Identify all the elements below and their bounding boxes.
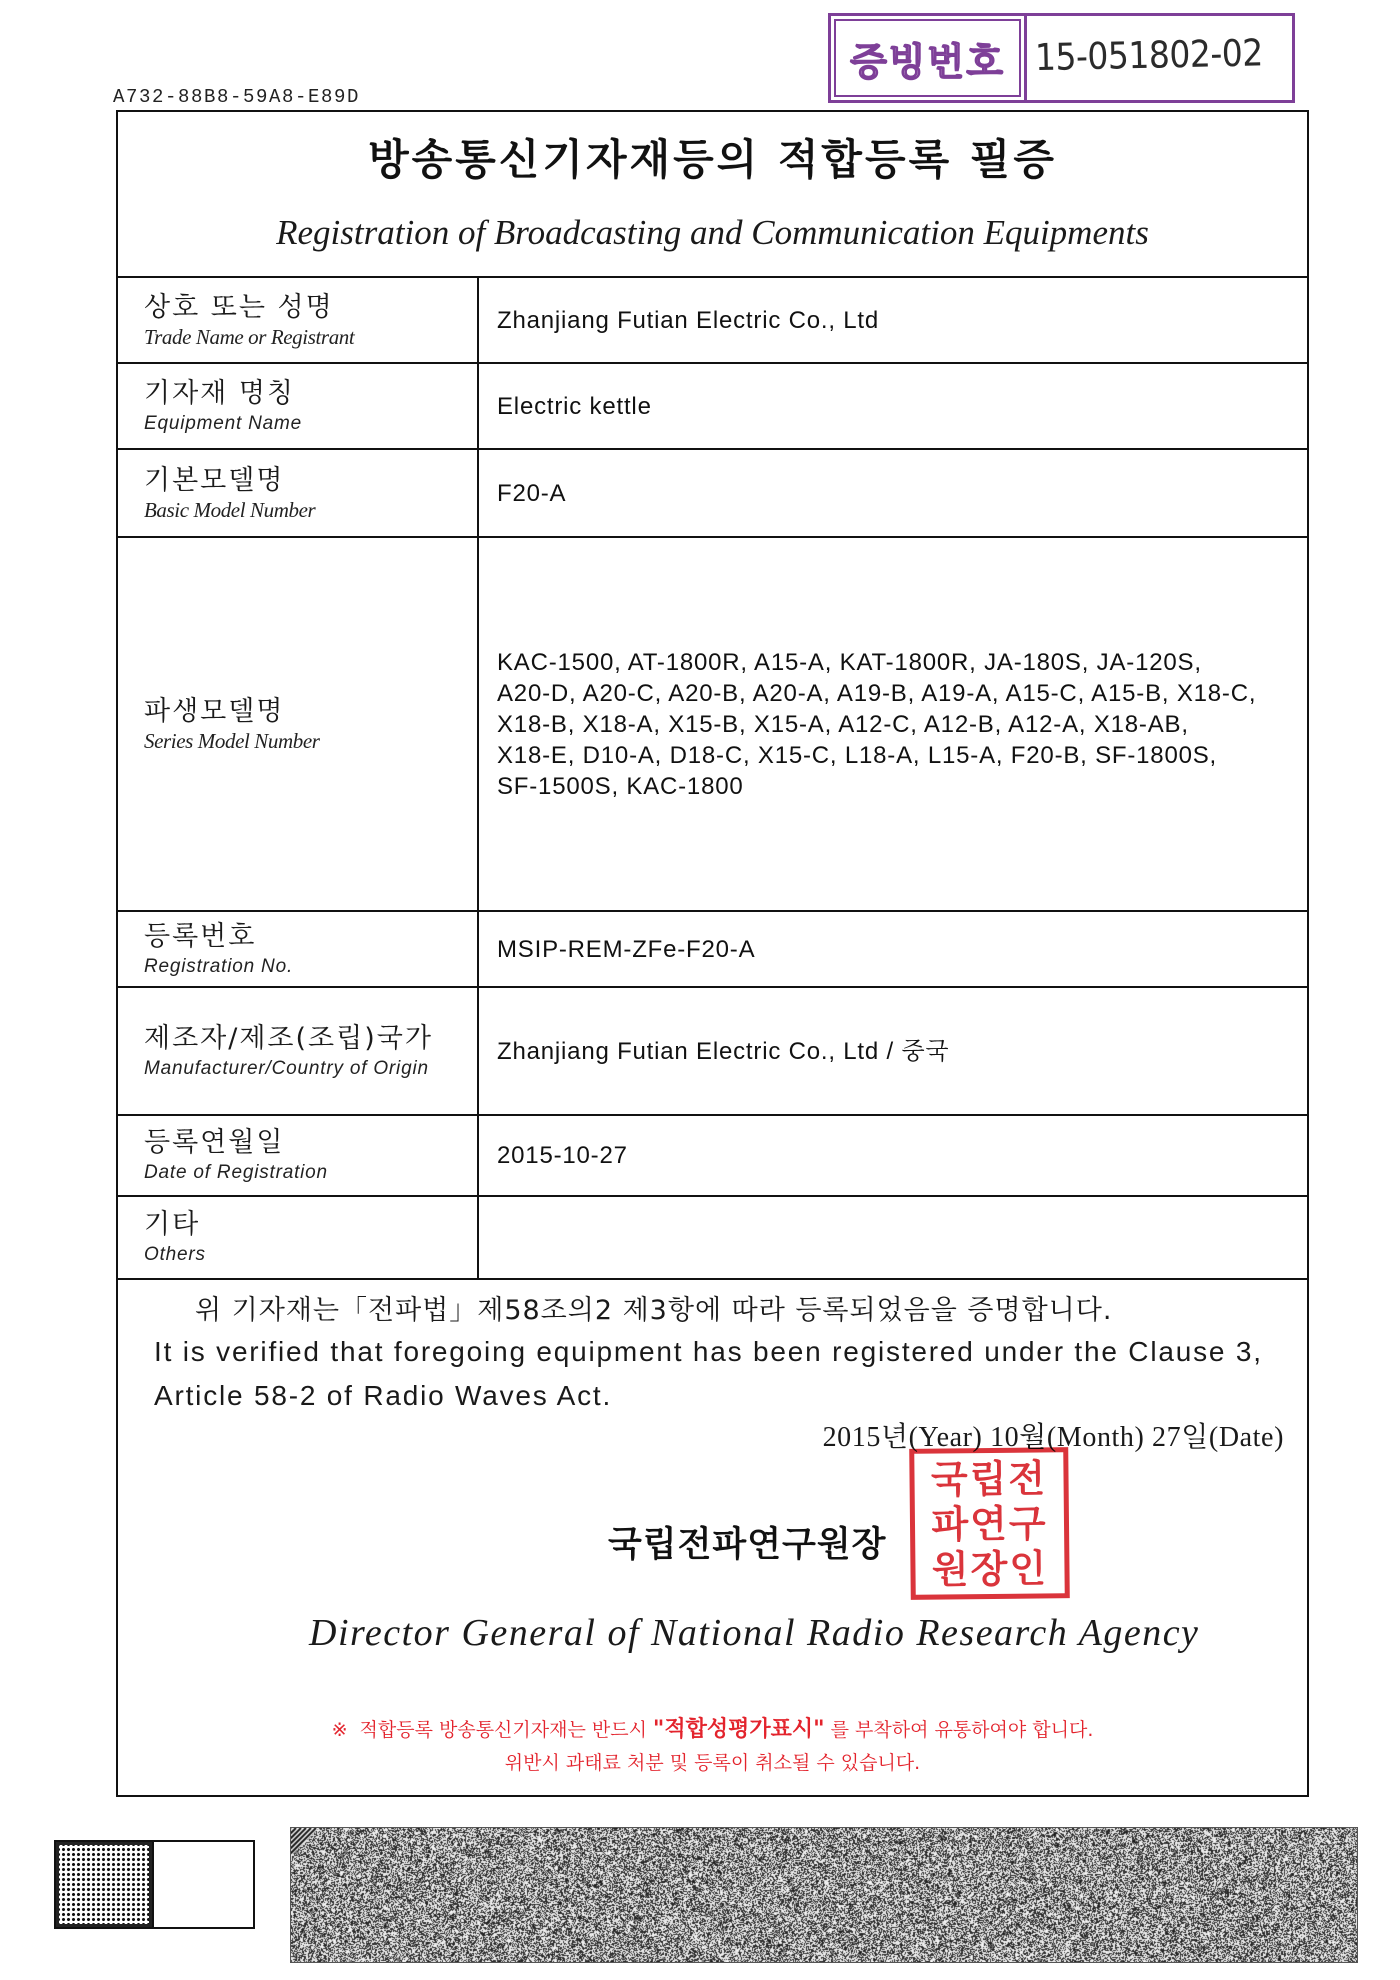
series-model-label-ko: 파생모델명 bbox=[144, 695, 285, 727]
registration-date-label-ko: 등록연월일 bbox=[144, 1127, 285, 1158]
field-row-others bbox=[118, 1197, 1307, 1280]
registration-date-value: 2015-10-27 bbox=[497, 1142, 628, 1169]
equipment-name-label-cell bbox=[118, 364, 479, 448]
trade-name-label-en: Trade Name or Registrant bbox=[144, 324, 355, 349]
series-model-line: X18-B, X18-A, X15-B, X15-A, A12-C, A12-B, A12-A, X18-AB, bbox=[497, 710, 1189, 738]
registration-date-value-cell bbox=[479, 1116, 1307, 1195]
equipment-name-label-en: Equipment Name bbox=[144, 412, 302, 434]
registration-no-label-cell bbox=[118, 912, 479, 986]
field-row-series-models bbox=[118, 538, 1307, 912]
certificate-frame bbox=[116, 110, 1309, 1797]
evidence-number-label: 증빙번호 bbox=[831, 16, 1027, 100]
others-label-en: Others bbox=[144, 1244, 206, 1265]
field-row-basic-model bbox=[118, 450, 1307, 538]
trade-name-label-cell bbox=[118, 278, 479, 362]
compliance-notice-line bbox=[118, 1750, 1307, 1776]
compliance-notice-line bbox=[118, 1717, 1307, 1743]
registration-no-label-ko: 등록번호 bbox=[144, 920, 257, 952]
certificate-title: 방송통신기자재등의 적합등록 필증 bbox=[368, 135, 1057, 184]
others-value-cell bbox=[479, 1197, 1307, 1278]
basic-model-value: F20-A bbox=[497, 479, 567, 507]
evidence-number-stamp bbox=[828, 13, 1295, 103]
notice-text: 적합등록 방송통신기자재는 반드시 bbox=[359, 1719, 647, 1741]
equipment-name-value: Electric kettle bbox=[497, 392, 652, 420]
seal-text-row: 원장인 bbox=[931, 1545, 1049, 1592]
registration-fields-table bbox=[118, 276, 1307, 1280]
notice-text: 위반시 과태료 처분 및 등록이 취소될 수 있습니다. bbox=[504, 1752, 921, 1774]
field-row-manufacturer bbox=[118, 988, 1307, 1116]
field-row-registration-date bbox=[118, 1116, 1307, 1197]
registration-date-label-cell bbox=[118, 1116, 479, 1195]
equipment-name-label-ko: 기자재 명칭 bbox=[144, 377, 295, 409]
official-seal bbox=[909, 1447, 1070, 1600]
trade-name-value: Zhanjiang Futian Electric Co., Ltd bbox=[497, 306, 880, 334]
evidence-number-handwritten: 15-051802-02 bbox=[1034, 30, 1264, 80]
dot-matrix-blank-area bbox=[154, 1842, 253, 1927]
others-label-ko: 기타 bbox=[144, 1209, 201, 1240]
manufacturer-value-cell bbox=[479, 988, 1307, 1114]
issuer-title-en: Director General of National Radio Research Agency bbox=[309, 1612, 1200, 1654]
security-pattern bbox=[290, 1827, 1358, 1963]
registration-no-value: MSIP-REM-ZFe-F20-A bbox=[497, 935, 756, 963]
basic-model-label-cell bbox=[118, 450, 479, 536]
series-model-label-en: Series Model Number bbox=[144, 728, 320, 753]
certification-statement-en-line: Article 58-2 of Radio Waves Act. bbox=[154, 1380, 613, 1411]
series-model-value-cell bbox=[479, 538, 1307, 910]
manufacturer-label-ko: 제조자/제조(조립)국가 bbox=[144, 1022, 433, 1054]
certification-statement-ko: 위 기자재는「전파법」제58조의2 제3항에 따라 등록되었음을 증명합니다. bbox=[195, 1295, 1113, 1326]
manufacturer-label-en: Manufacturer/Country of Origin bbox=[144, 1057, 429, 1079]
document-verification-code: A732-88B8-59A8-E89D bbox=[113, 86, 361, 108]
registration-no-label-en: Registration No. bbox=[144, 955, 294, 977]
field-row-trade-name bbox=[118, 278, 1307, 364]
series-model-line: A20-D, A20-C, A20-B, A20-A, A19-B, A19-A, A15-C, A15-B, X18-C, bbox=[497, 679, 1257, 707]
dot-matrix-code bbox=[54, 1840, 255, 1929]
trade-name-value-cell bbox=[479, 278, 1307, 362]
seal-text-row: 파연구 bbox=[931, 1500, 1048, 1547]
series-model-line: X18-E, D10-A, D18-C, X15-C, L18-A, L15-A, F20-B, SF-1800S, bbox=[497, 741, 1218, 769]
registration-no-value-cell bbox=[479, 912, 1307, 986]
basic-model-label-ko: 기본모델명 bbox=[144, 464, 285, 496]
series-model-line: KAC-1500, AT-1800R, A15-A, KAT-1800R, JA-180S, JA-120S, bbox=[497, 648, 1202, 676]
manufacturer-label-cell bbox=[118, 988, 479, 1114]
field-row-equipment-name bbox=[118, 364, 1307, 450]
field-row-registration-no bbox=[118, 912, 1307, 988]
reference-mark-icon: ※ bbox=[331, 1719, 348, 1741]
certificate-subtitle: Registration of Broadcasting and Communication Equipments bbox=[276, 213, 1149, 252]
seal-text-row: 국립전 bbox=[930, 1455, 1048, 1502]
basic-model-label-en: Basic Model Number bbox=[144, 497, 316, 522]
notice-emphasis: "적합성평가표시" bbox=[652, 1717, 825, 1742]
trade-name-label-ko: 상호 또는 성명 bbox=[144, 291, 334, 323]
security-noise-pattern bbox=[291, 1828, 1357, 1962]
registration-date-label-en: Date of Registration bbox=[144, 1162, 328, 1183]
series-model-label-cell bbox=[118, 538, 479, 910]
equipment-name-value-cell bbox=[479, 364, 1307, 448]
dot-matrix-pattern bbox=[56, 1842, 154, 1927]
others-label-cell bbox=[118, 1197, 479, 1278]
notice-text: 를 부착하여 유통하여야 합니다. bbox=[830, 1719, 1094, 1741]
basic-model-value-cell bbox=[479, 450, 1307, 536]
certification-statement-en-line: It is verified that foregoing equipment has been registered under the Clause 3, bbox=[154, 1336, 1263, 1367]
series-model-line: SF-1500S, KAC-1800 bbox=[497, 772, 744, 800]
manufacturer-value: Zhanjiang Futian Electric Co., Ltd / 중국 bbox=[497, 1037, 950, 1065]
issue-date: 2015년(Year) 10월(Month) 27일(Date) bbox=[822, 1422, 1284, 1453]
issuer-title-ko: 국립전파연구원장 bbox=[608, 1525, 887, 1565]
